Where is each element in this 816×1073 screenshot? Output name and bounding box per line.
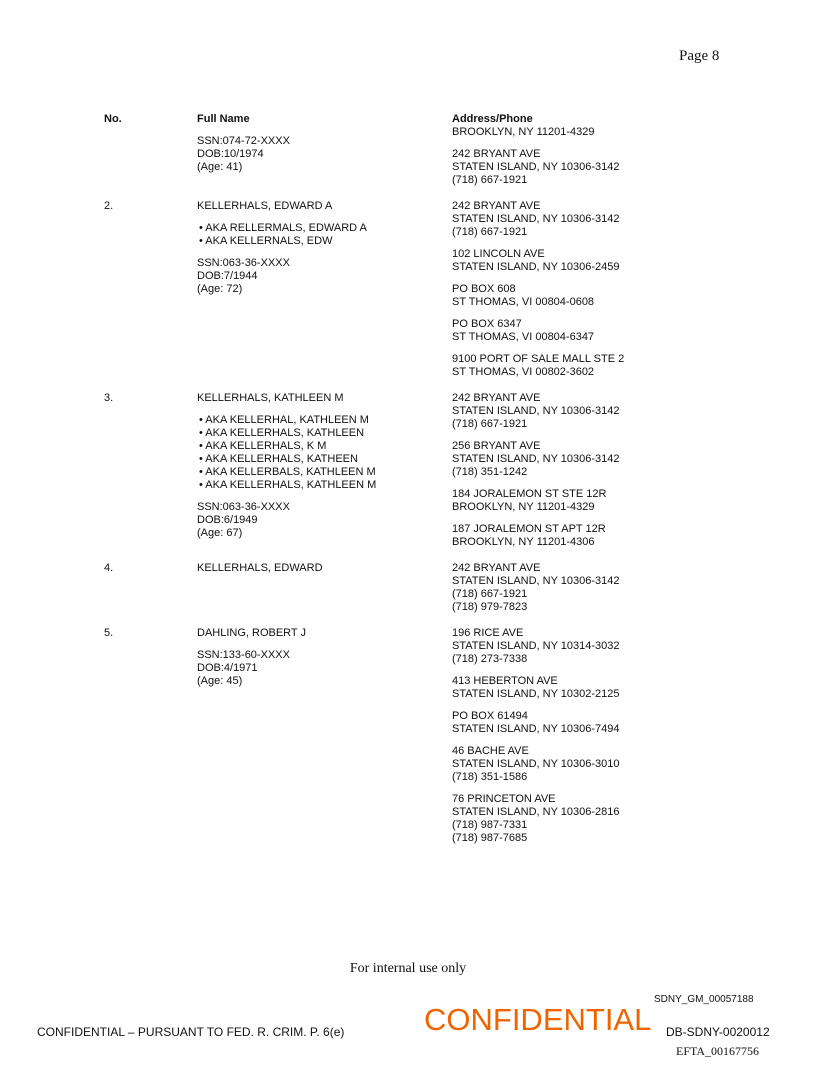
- address-line: STATEN ISLAND, NY 10306-3142: [452, 161, 620, 173]
- spacer: [452, 239, 624, 248]
- spacer: [452, 274, 624, 283]
- address-block: [452, 793, 620, 845]
- aka-item: • AKA KELLERHALS, KATHLEEN: [199, 427, 365, 439]
- aka-list: [197, 222, 367, 248]
- address-block: [452, 745, 620, 784]
- address-block: [452, 200, 624, 239]
- aka-list: [197, 414, 376, 492]
- aka-item: • AKA KELLERNALS, EDW: [199, 235, 333, 247]
- address-line: 46 BACHE AVE: [452, 745, 529, 757]
- bates-number-db: DB-SDNY-0020012: [666, 1025, 770, 1039]
- address-line: (718) 351-1242: [452, 466, 528, 478]
- address-line: ST THOMAS, VI 00802-3602: [452, 366, 595, 378]
- address-line: (718) 979-7823: [452, 601, 528, 613]
- address-line: STATEN ISLAND, NY 10306-2459: [452, 261, 620, 273]
- address-line: PO BOX 608: [452, 283, 516, 295]
- address-line: 9100 PORT OF SALE MALL STE 2: [452, 353, 625, 365]
- address-block: [452, 562, 620, 614]
- age: (Age: 41): [197, 161, 243, 173]
- record-address-column: [452, 126, 620, 187]
- address-line: 184 JORALEMON ST STE 12R: [452, 488, 607, 500]
- record-address-column: [452, 562, 620, 614]
- address-line: BROOKLYN, NY 11201-4306: [452, 536, 595, 548]
- address-block: [452, 523, 620, 549]
- record-full-name: KELLERHALS, EDWARD A: [197, 200, 333, 212]
- address-line: STATEN ISLAND, NY 10306-2816: [452, 806, 620, 818]
- record-name-column: [197, 562, 323, 575]
- aka-item: • AKA KELLERHALS, K M: [199, 440, 327, 452]
- address-line: BROOKLYN, NY 11201-4329: [452, 501, 595, 513]
- page-number: Page 8: [679, 48, 720, 64]
- address-block: [452, 353, 624, 379]
- header-full-name: Full Name: [197, 113, 250, 125]
- record-number: 2.: [104, 200, 114, 212]
- address-line: STATEN ISLAND, NY 10306-3142: [452, 405, 620, 417]
- record-address-column: [452, 200, 624, 379]
- address-line: 242 BRYANT AVE: [452, 392, 541, 404]
- record: [0, 627, 816, 858]
- aka-item: • AKA RELLERMALS, EDWARD A: [199, 222, 367, 234]
- record-full-name: DAHLING, ROBERT J: [197, 627, 307, 639]
- address-line: 256 BRYANT AVE: [452, 440, 541, 452]
- address-block: [452, 675, 620, 701]
- address-line: STATEN ISLAND, NY 10306-3142: [452, 453, 620, 465]
- address-line: 242 BRYANT AVE: [452, 148, 541, 160]
- spacer: [452, 139, 620, 148]
- address-line: (718) 667-1921: [452, 174, 528, 186]
- address-block: [452, 148, 620, 187]
- address-block: [452, 440, 620, 479]
- records-list: [0, 126, 816, 858]
- address-block: [452, 283, 624, 309]
- address-line: 187 JORALEMON ST APT 12R: [452, 523, 606, 535]
- ssn: SSN:063-36-XXXX: [197, 257, 290, 269]
- address-line: STATEN ISLAND, NY 10306-3142: [452, 213, 620, 225]
- age: (Age: 72): [197, 283, 243, 295]
- record-full-name: KELLERHALS, KATHLEEN M: [197, 392, 344, 404]
- address-line: 196 RICE AVE: [452, 627, 524, 639]
- record-number: 3.: [104, 392, 114, 404]
- address-block: [452, 627, 620, 666]
- address-line: (718) 987-7685: [452, 832, 528, 844]
- address-line: (718) 667-1921: [452, 418, 528, 430]
- record-name-column: [197, 126, 290, 174]
- spacer: [197, 405, 376, 414]
- address-line: STATEN ISLAND, NY 10306-7494: [452, 723, 620, 735]
- record-full-name: KELLERHALS, EDWARD: [197, 562, 323, 574]
- header-no: No.: [104, 113, 122, 125]
- spacer: [197, 126, 290, 135]
- spacer: [452, 736, 620, 745]
- spacer: [452, 701, 620, 710]
- address-line: 76 PRINCETON AVE: [452, 793, 556, 805]
- spacer: [197, 640, 306, 649]
- address-line: BROOKLYN, NY 11201-4329: [452, 126, 595, 138]
- spacer: [452, 344, 624, 353]
- record-number: 4.: [104, 562, 114, 574]
- record-name-column: [197, 627, 306, 688]
- address-line: (718) 667-1921: [452, 226, 528, 238]
- dob: DOB:7/1944: [197, 270, 258, 282]
- address-line: 242 BRYANT AVE: [452, 562, 541, 574]
- aka-item: • AKA KELLERBALS, KATHLEEN M: [199, 466, 376, 478]
- dob: DOB:10/1974: [197, 148, 264, 160]
- spacer: [452, 309, 624, 318]
- dob: DOB:4/1971: [197, 662, 258, 674]
- ssn: SSN:063-36-XXXX: [197, 501, 290, 513]
- dob: DOB:6/1949: [197, 514, 258, 526]
- record: [0, 200, 816, 392]
- address-line: ST THOMAS, VI 00804-0608: [452, 296, 595, 308]
- age: (Age: 45): [197, 675, 243, 687]
- address-block: [452, 126, 620, 139]
- address-line: (718) 667-1921: [452, 588, 528, 600]
- record-name-column: [197, 392, 376, 540]
- address-line: STATEN ISLAND, NY 10306-3010: [452, 758, 620, 770]
- bates-number-gm: SDNY_GM_00057188: [654, 994, 754, 1005]
- spacer: [197, 213, 367, 222]
- header-address-phone: Address/Phone: [452, 113, 533, 125]
- record: [0, 562, 816, 627]
- address-line: ST THOMAS, VI 00804-6347: [452, 331, 595, 343]
- ssn: SSN:074-72-XXXX: [197, 135, 290, 147]
- spacer: [452, 784, 620, 793]
- aka-item: • AKA KELLERHAL, KATHLEEN M: [199, 414, 369, 426]
- address-line: PO BOX 6347: [452, 318, 522, 330]
- address-line: (718) 351-1586: [452, 771, 528, 783]
- age: (Age: 67): [197, 527, 243, 539]
- address-line: PO BOX 61494: [452, 710, 528, 722]
- record-address-column: [452, 627, 620, 845]
- address-line: 413 HEBERTON AVE: [452, 675, 558, 687]
- address-line: STATEN ISLAND, NY 10302-2125: [452, 688, 620, 700]
- address-block: [452, 392, 620, 431]
- address-line: STATEN ISLAND, NY 10314-3032: [452, 640, 620, 652]
- address-line: (718) 273-7338: [452, 653, 528, 665]
- record-address-column: [452, 392, 620, 549]
- record-number: 5.: [104, 627, 114, 639]
- aka-item: • AKA KELLERHALS, KATHEEN: [199, 453, 358, 465]
- address-line: STATEN ISLAND, NY 10306-3142: [452, 575, 620, 587]
- internal-use-note: For internal use only: [349, 961, 467, 976]
- confidential-stamp: CONFIDENTIAL: [424, 1002, 652, 1037]
- address-line: 102 LINCOLN AVE: [452, 248, 545, 260]
- spacer: [452, 666, 620, 675]
- spacer: [197, 492, 376, 501]
- address-line: 242 BRYANT AVE: [452, 200, 541, 212]
- address-block: [452, 248, 624, 274]
- spacer: [197, 248, 367, 257]
- address-block: [452, 710, 620, 736]
- spacer: [452, 431, 620, 440]
- address-block: [452, 318, 624, 344]
- spacer: [452, 479, 620, 488]
- aka-item: • AKA KELLERHALS, KATHLEEN M: [199, 479, 377, 491]
- confidential-notice: CONFIDENTIAL – PURSUANT TO FED. R. CRIM. P. 6(e): [37, 1025, 345, 1039]
- efta-number: EFTA_00167756: [676, 1044, 760, 1058]
- record: [0, 126, 816, 200]
- address-block: [452, 488, 620, 514]
- record: [0, 392, 816, 562]
- spacer: [452, 514, 620, 523]
- ssn: SSN:133-60-XXXX: [197, 649, 290, 661]
- address-line: (718) 987-7331: [452, 819, 528, 831]
- record-name-column: [197, 200, 367, 296]
